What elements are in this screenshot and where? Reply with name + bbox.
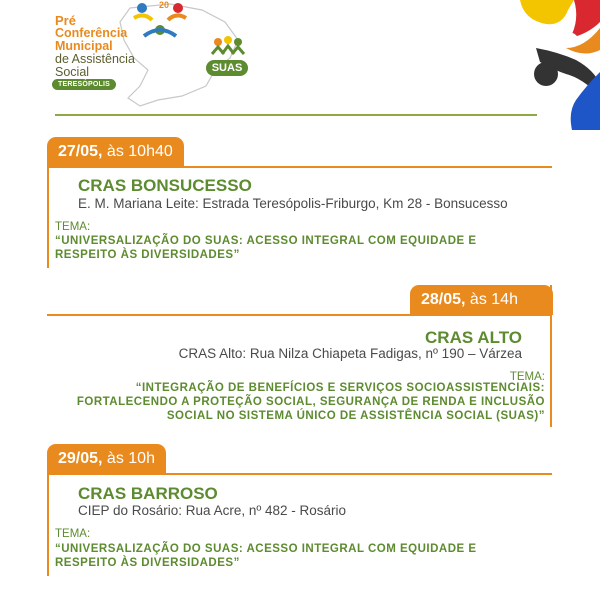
event-2-tema-line-1: “INTEGRAÇÃO DE BENEFÍCIOS E SERVIÇOS SOCIOASSISTENCIAIS:	[135, 382, 545, 394]
event-1-tema-label: TEMA:	[55, 221, 91, 233]
event-3-tema-label: TEMA:	[55, 528, 91, 540]
logo-line-conferencia: Conferência	[55, 26, 128, 40]
event-1-tema-line-2: RESPEITO ÀS DIVERSIDADES”	[55, 249, 240, 261]
city-badge: TERESÓPOLIS	[52, 79, 116, 90]
event-1-date-tab	[47, 137, 184, 167]
event-3-address: CIEP do Rosário: Rua Acre, nº 482 - Rosário	[78, 503, 347, 518]
event-1-place: CRAS BONSUCESSO	[78, 176, 252, 195]
event-3-date: 29/05,	[58, 450, 103, 467]
event-1-top-rule	[47, 166, 552, 168]
logo-number: 20	[159, 0, 170, 10]
logo-line-assistencia: de Assistência	[55, 52, 135, 66]
suas-figures-icon	[208, 36, 248, 62]
event-2-date: 28/05,	[421, 291, 466, 308]
event-3-top-rule	[47, 473, 552, 475]
event-1-address: E. M. Mariana Leite: Estrada Teresópolis-Friburgo, Km 28 - Bonsucesso	[78, 196, 508, 211]
logo-line-pre: Pré	[55, 13, 76, 28]
event-2-tema-label: TEMA:	[509, 371, 545, 383]
event-1-tema-line-1: “UNIVERSALIZAÇÃO DO SUAS: ACESSO INTEGRAL COM EQUIDADE E	[55, 235, 477, 247]
logo-line-social: Social	[55, 65, 90, 79]
event-2-address: CRAS Alto: Rua Nilza Chiapeta Fadigas, nº 190 – Várzea	[178, 346, 522, 361]
event-2-time: às 14h	[465, 291, 518, 308]
event-1-side-rule	[47, 166, 49, 268]
event-3-date-tab	[47, 444, 166, 474]
event-2-tema-line-3: SOCIAL NO SISTEMA ÚNICO DE ASSISTÊNCIA SOCIAL (SUAS)”	[166, 410, 545, 422]
event-3-tema-line-2: RESPEITO ÀS DIVERSIDADES”	[55, 557, 240, 569]
event-3-time: às 10h	[102, 450, 155, 467]
event-3-place: CRAS BARROSO	[78, 484, 218, 503]
event-3-tema-line-1: “UNIVERSALIZAÇÃO DO SUAS: ACESSO INTEGRAL COM EQUIDADE E	[55, 543, 477, 555]
event-2-place: CRAS ALTO	[425, 328, 522, 347]
event-3-side-rule	[47, 473, 49, 576]
event-2-side-rule	[550, 285, 552, 427]
logo-line-municipal: Municipal	[55, 39, 113, 53]
header-divider	[55, 114, 537, 116]
event-1-date: 27/05,	[58, 143, 103, 160]
event-2-date-tab	[410, 285, 553, 315]
suas-logo: SUAS	[206, 60, 248, 76]
event-2-tema-line-2: FORTALECENDO A PROTEÇÃO SOCIAL, SEGURANÇA DE RENDA E INCLUSÃO	[76, 396, 545, 408]
event-1-time: às 10h40	[102, 143, 173, 160]
event-2-top-rule	[47, 314, 552, 316]
